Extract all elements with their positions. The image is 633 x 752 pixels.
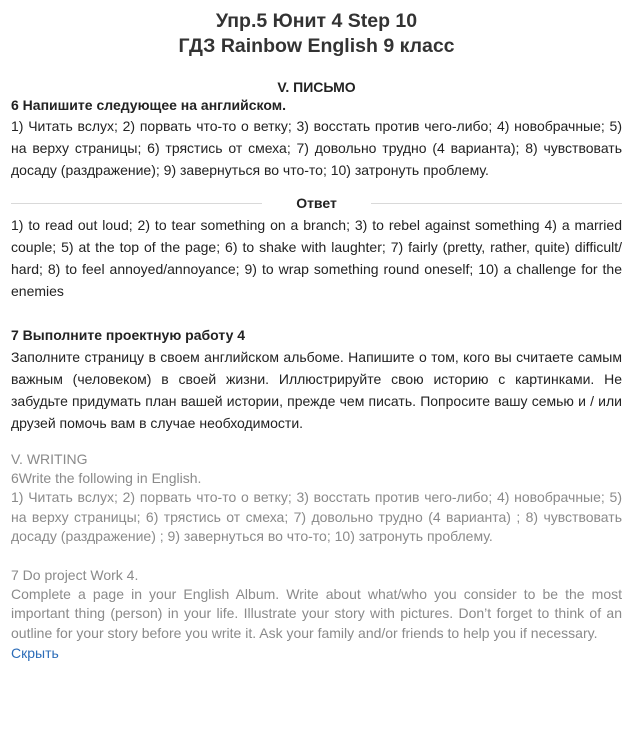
page-subtitle: ГДЗ Rainbow English 9 класс	[178, 35, 455, 57]
task6-title: 6 Напишите следующее на английском.	[11, 97, 286, 113]
task7-text: Заполните страницу в своем английском альбоме. Напишите о том, кого вы считаете самым важным (человеком) в своей жизни. Иллюстрируйте свою историю с картинками. Не забудьте придумать план вашей истории, прежде чем писать. Попросите вашу семью и / или друзей помочь вам в случае необходимости.	[11, 349, 622, 431]
divider-line-left	[11, 203, 262, 204]
original-task6-text: 1) Читать вслух; 2) порвать что-то о ветку; 3) восстать против чего-либо; 4) новобрачные; 5) на верху страницы; 6) трястись от смеха; 7) довольно трудно (4 варианта) ; 8) чувствовать досаду (раздражение) ; 9) завернуться во что-то; 10) затронуть проблему.	[11, 489, 622, 544]
answer-label: Ответ	[296, 195, 337, 211]
section-heading: V. ПИСЬМО	[277, 79, 356, 95]
answer-divider	[11, 192, 622, 214]
original-task7-text: Complete a page in your English Album. Write about what/who you consider to be the most important thing (person) in your life. Illustrate your story with pictures. Don’t forget to think of an outline for your story before you write it. Ask your family and/or friends to help you if necessary.	[11, 585, 622, 641]
answer-text: 1) to read out loud; 2) to tear something on a branch; 3) to rebel against something 4) a married couple; 5) at the top of the page; 6) to shake with laughter; 7) fairly (pretty, rather, quite) difficult/ hard; 8) to feel annoyed/annoyance; 9) to wrap something round oneself; 10) a challenge for the enemies	[11, 217, 622, 299]
hide-link[interactable]: Скрыть	[11, 645, 59, 661]
task7-title: 7 Выполните проектную работу 4	[11, 327, 246, 343]
original-text-block	[11, 450, 622, 663]
original-task7-title: 7 Do project Work 4.	[11, 566, 139, 583]
divider-line-right	[371, 203, 622, 204]
original-heading: V. WRITING	[11, 451, 88, 467]
original-task6-title: 6Write the following in English.	[11, 470, 202, 486]
spacer	[11, 547, 622, 566]
task6-text: 1) Читать вслух; 2) порвать что-то о ветку; 3) восстать против чего-либо; 4) новобрачные; 5) на верху страницы; 6) трястись от смеха; 7) довольно трудно (4 варианта); 8) чувствовать досаду (раздражение); 9) завернуться во что-то; 10) затронуть проблему.	[11, 118, 622, 178]
page-title: Упр.5 Юнит 4 Step 10	[215, 10, 418, 32]
